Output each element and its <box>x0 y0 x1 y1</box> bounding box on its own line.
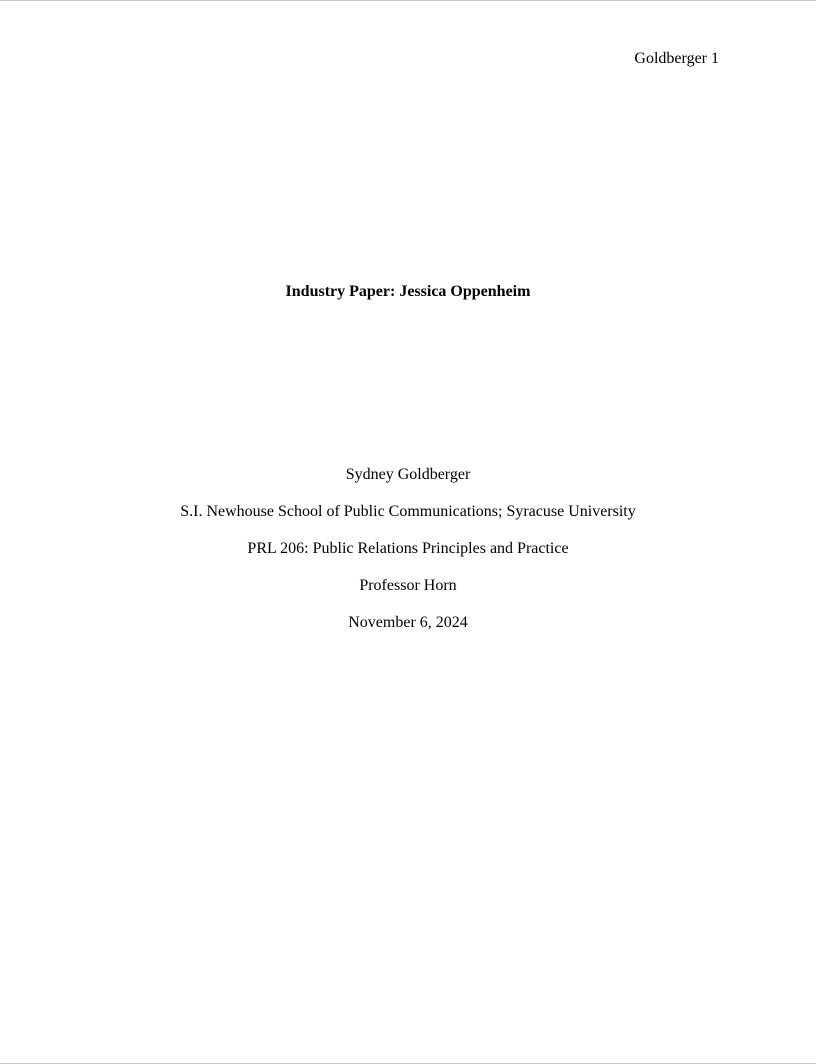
course-name: PRL 206: Public Relations Principles and Practice <box>247 540 569 557</box>
paper-title: Industry Paper: Jessica Oppenheim <box>285 283 531 300</box>
author-name: Sydney Goldberger <box>345 466 471 483</box>
instructor-name: Professor Horn <box>359 577 457 594</box>
due-date: November 6, 2024 <box>348 614 468 631</box>
affiliation: S.I. Newhouse School of Public Communications; Syracuse University <box>180 503 636 520</box>
running-head: Goldberger 1 <box>634 50 719 67</box>
title-page-byline <box>0 465 816 650</box>
